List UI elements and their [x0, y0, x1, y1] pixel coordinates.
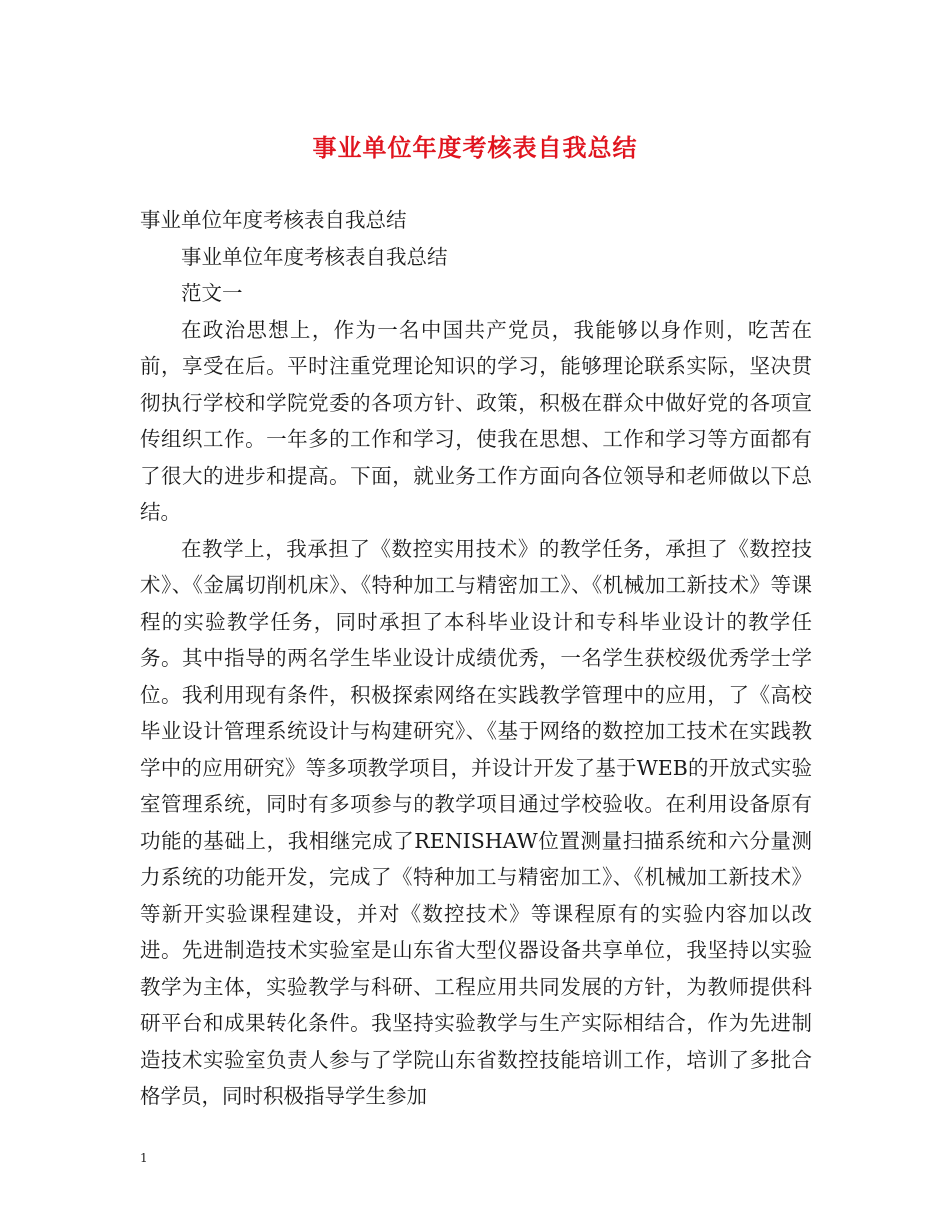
paragraph-teaching: 在教学上，我承担了《数控实用技术》的教学任务，承担了《数控技术》、《金属切削机床》、《特种加工与精密加工》、《机械加工新技术》等课程的实验教学任务，同时承担了本科毕业设计和专科毕业设计的教学任务。其中指导的两名学生毕业设计成绩优秀，一名学生获校级优秀学士学位。我利用现有条件，积极探索网络在实践教学管理中的应用，了《高校毕业设计管理系统设计与构建研究》、《基于网络的数控加工技术在实践教学中的应用研究》等多项教学项目，并设计开发了基于WEB的开放式实验室管理系统，同时有多项参与的教学项目通过学校验收。在利用设备原有功能的基础上，我相继完成了RENISHAW位置测量扫描系统和六分量测力系统的功能开发，完成了《特种加工与精密加工》、《机械加工新技术》等新开实验课程建设，并对《数控技术》等课程原有的实验内容加以改进。先进制造技术实验室是山东省大型仪器设备共享单位，我坚持以实验教学为主体，实验教学与科研、工程应用共同发展的方针，为教师提供科研平台和成果转化条件。我坚持实验教学与生产实际相结合，作为先进制造技术实验室负责人参与了学院山东省数控技能培训工作，培训了多批合格学员，同时积极指导学生参加 [140, 536, 812, 1108]
paragraph-heading: 事业单位年度考核表自我总结 [140, 208, 407, 232]
paragraph-sample-label: 范文一 [181, 281, 243, 305]
page-number: 1 [140, 1151, 148, 1165]
paragraph-political: 在政治思想上，作为一名中国共产党员，我能够以身作则，吃苦在前，享受在后。平时注重党理论知识的学习，能够理论联系实际，坚决贯彻执行学校和学院党委的各项方针、政策，积极在群众中做好党的各项宣传组织工作。一年多的工作和学习，使我在思想、工作和学习等方面都有了很大的进步和提高。下面，就业务工作方面向各位领导和老师做以下总结。 [140, 317, 812, 524]
document-body [140, 202, 812, 1115]
paragraph-subheading: 事业单位年度考核表自我总结 [181, 244, 448, 269]
document-title: 事业单位年度考核表自我总结 [312, 133, 638, 162]
